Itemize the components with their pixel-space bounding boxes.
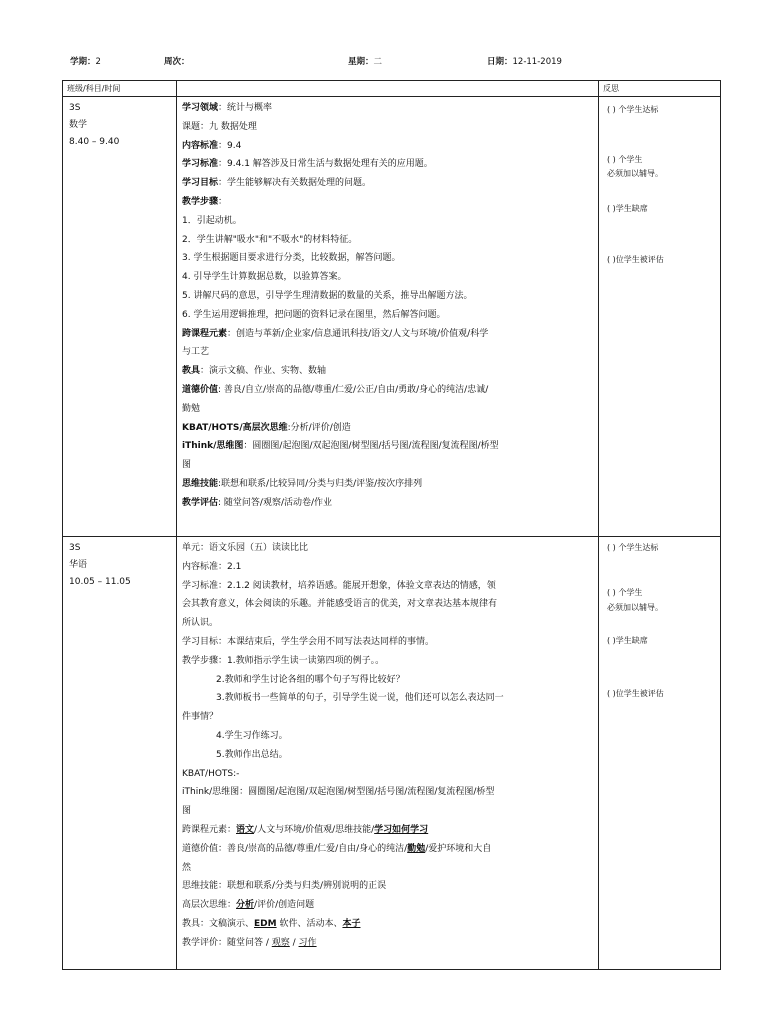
line-text: ： [218,196,228,207]
reflection-students-count: ( ) 个学生 [607,155,643,164]
lesson-subject: 华语 [69,560,88,570]
lesson-reflection-math [599,97,721,537]
content-line [182,419,594,438]
content-line: 内容标准：2.1 [182,561,242,572]
line-text: : 随堂问答/观察/活动卷/作业 [218,497,333,508]
content-line: 4.学生习作练习。 [216,730,288,741]
line-text: /爱护环境和大自 [425,843,492,854]
lesson-reflection-chinese [599,537,721,970]
underlined-text: 习作 [298,937,317,948]
content-line [182,934,594,953]
line-text: 勤勉 [182,403,201,414]
line-label: 内容标准 [182,140,219,151]
content-line [182,475,594,494]
line-text: ：创造与革新/企业家/信息通讯科技/语文/人文与环境/价值观/科学 [227,328,489,339]
line-label: 思维技能 [182,478,219,489]
term-value: 2 [95,57,101,67]
term-field [70,55,101,69]
content-line: 教学步骤：1.教师指示学生读一读第四项的例子。。 [182,655,385,666]
page-header [0,55,768,69]
reflection-need-guidance: 必须加以辅导。 [607,169,663,178]
line-label: 教学步骤 [182,196,219,207]
underlined-text: 语文 [236,824,255,835]
lesson-info-math [63,97,177,537]
content-line: 所认识。 [182,618,219,629]
header-class-subject-time: 班级/科目/时间 [63,81,177,97]
content-line [182,249,594,268]
content-line [182,840,594,859]
underlined-text: 本子 [342,918,361,929]
content-line: KBAT/HOTS:- [182,768,240,779]
content-line: 5.教师作出总结。 [216,749,288,760]
line-text: ：演示文稿、作业、实物、数轴 [200,366,327,377]
line-text: ：9.4.1 解答涉及日常生活与数据处理有关的应用题。 [218,159,433,170]
line-text: /评价/创造问题 [254,900,315,911]
content-line [182,437,594,456]
content-line [182,362,594,381]
content-line [182,325,594,344]
content-line: 件事情？ [182,712,219,723]
content-line: 3.教师板书一些简单的句子，引导学生说一说，他们还可以怎么表达同一 [216,693,504,704]
line-text: 高层次思维： [182,900,237,911]
line-label: 跨课程元素 [182,328,228,339]
lesson-content-chinese [177,537,599,970]
content-line: 然 [182,862,192,873]
line-text: ：9.4 [218,140,242,151]
day-label: 星期： [348,57,374,67]
lesson-row-chinese [63,537,721,970]
header-content [177,81,599,97]
content-line: 单元：语文乐园（五）读读比比 [182,543,309,553]
date-field [487,55,562,69]
content-line [182,212,594,231]
lesson-info-chinese [63,537,177,970]
content-line [182,494,594,513]
lesson-subject: 数学 [69,120,88,130]
content-line [182,381,594,400]
line-text: 与工艺 [182,347,210,358]
underlined-text: EDM [254,918,277,929]
content-line [182,287,594,306]
term-label: 学期： [70,57,96,67]
date-value: 12-11-2019 [512,57,562,67]
line-label: 教学评估 [182,497,219,508]
line-text: 跨课程元素： [182,824,237,835]
underlined-text: 分析 [236,900,255,911]
line-label: KBAT/HOTS/高层次思维 [182,422,288,433]
reflection-students-achieved: ( ) 个学生达标 [607,105,659,114]
line-text: 软件、活动本、 [276,918,343,929]
line-text: ：统计与概率 [218,103,273,113]
lesson-content-math [177,97,599,537]
content-line [182,343,594,362]
line-text: : 善良/自立/崇高的品德/尊重/仁爱/公正/自由/勇敢/身心的纯洁/忠诚/ [218,384,489,395]
content-line [182,306,594,325]
content-line [182,193,594,212]
content-line: iThink/思维图：圆圈图/起泡图/双起泡图/树型图/括号图/流程图/复流程图/桥型 [182,787,495,798]
week-label: 周次： [164,57,190,67]
lesson-plan-table [62,80,721,970]
reflection-students-absent: ( )学生缺席 [607,636,648,645]
line-text: 4. 引导学生计算数据总数，以验算答案。 [182,272,347,283]
content-line: 图 [182,806,192,817]
line-text: / [289,937,299,948]
line-label: iThink/思维图 [182,441,244,452]
underlined-text: 勤勉 [407,843,426,854]
content-line: 思维技能：联想和联系/分类与归类/辨别说明的正误 [182,881,387,892]
line-label: 学习领域 [182,103,219,113]
week-field [164,55,190,69]
table-header-row [63,81,721,97]
reflection-students-assessed: ( )位学生被评估 [607,689,664,698]
reflection-students-assessed: ( )位学生被评估 [607,255,664,264]
content-line [182,915,594,934]
line-text: 2．学生讲解"吸水"和"不吸水"的材料特征。 [182,234,358,245]
line-text: ：圆圈图/起泡图/双起泡图/树型图/括号图/流程图/复流程图/桥型 [243,441,499,452]
line-text: /人文与环境/价值观/思维技能/ [254,824,375,835]
line-text: 教具：文稿演示、 [182,918,255,929]
underlined-text: 观察 [271,937,290,948]
line-text: 课题：九 数据处理 [182,121,257,132]
line-text: :联想和联系/比较异同/分类与归类/评鉴/按次序排列 [218,478,423,489]
content-line [182,174,594,193]
line-text: 1．引起动机。 [182,215,242,226]
content-line: 学习标准：2.1.2 阅读教材，培养语感。能展开想象，体验文章表达的情感，领 [182,580,496,591]
line-text: 6. 学生运用逻辑推理，把问题的资料记录在图里，然后解答问题。 [182,309,446,320]
content-line [182,231,594,250]
content-line [182,896,594,915]
reflection-need-guidance: 必须加以辅导。 [607,603,663,612]
lesson-class: 3S [69,543,81,553]
reflection-students-absent: ( )学生缺席 [607,204,648,213]
content-line [182,821,594,840]
lesson-time: 10.05 – 11.05 [69,577,131,587]
content-line: 学习目标：本课结束后，学生学会用不同写法表达同样的事情。 [182,636,435,647]
line-text: 教学评价：随堂问答 / [182,937,272,948]
line-text: 3. 学生根据题目要求进行分类，比较数据，解答问题。 [182,253,401,264]
line-text: :分析/评价/创造 [287,422,351,433]
line-text: 道德价值：善良/崇高的品德/尊重/仁爱/自由/身心的纯洁/ [182,843,408,854]
line-label: 学习标准 [182,159,219,170]
day-field [348,55,382,69]
line-label: 学习目标 [182,178,219,189]
content-line [182,137,594,156]
line-label: 教具 [182,366,201,377]
content-line [182,456,594,475]
content-line [182,99,594,118]
content-line [182,400,594,419]
day-value: 二 [373,57,383,67]
lesson-time: 8.40 – 9.40 [69,137,120,147]
content-line [182,155,594,174]
content-line: 2.教师和学生讨论各组的哪个句子写得比较好？ [216,674,405,685]
content-line: 会其教育意义，体会阅读的乐趣。并能感受语言的优美，对文章表达基本规律有 [182,599,498,610]
line-text: 5. 讲解尺码的意思，引导学生理清数据的数量的关系，推导出解题方法。 [182,290,473,301]
line-label: 道德价值 [182,384,219,395]
line-text: 图 [182,460,192,471]
line-text: ：学生能够解决有关数据处理的问题。 [218,178,372,189]
date-label: 日期： [487,57,513,67]
content-line [182,268,594,287]
underlined-text: 学习如何学习 [374,824,429,835]
lesson-row-math [63,97,721,537]
reflection-students-count: ( ) 个学生 [607,588,643,597]
header-reflection: 反思 [599,81,721,97]
content-line [182,118,594,137]
reflection-students-achieved: ( ) 个学生达标 [607,543,659,552]
lesson-class: 3S [69,103,81,113]
